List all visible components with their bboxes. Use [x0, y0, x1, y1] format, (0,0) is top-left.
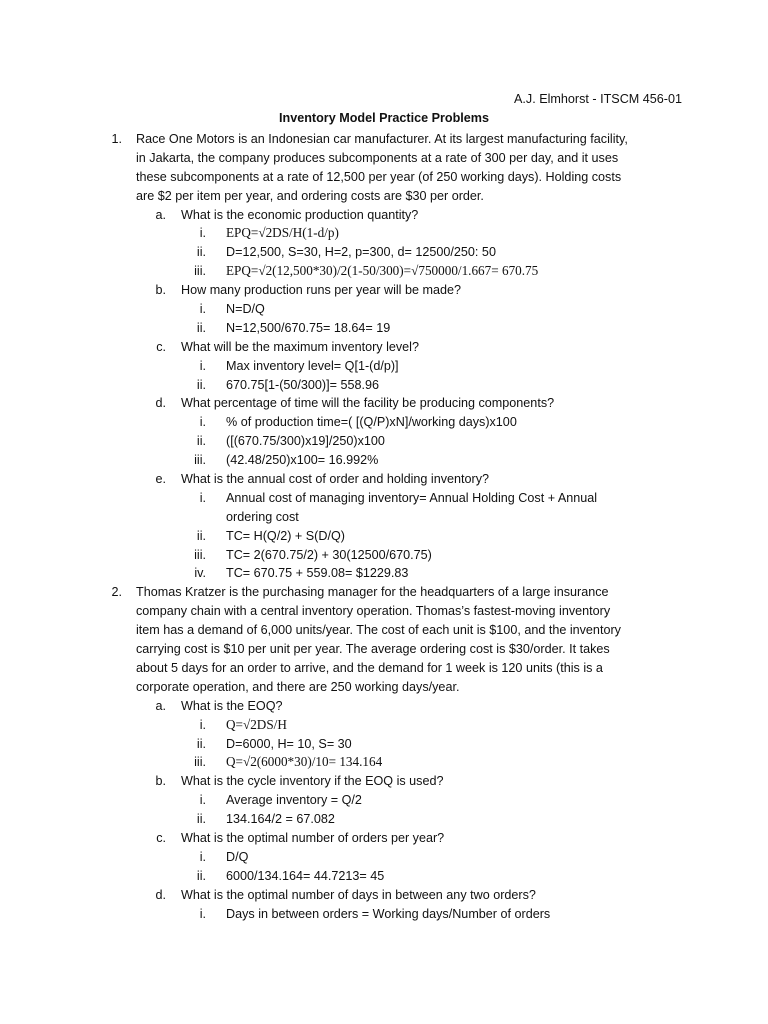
outline-item	[0, 281, 768, 300]
item-text: in Jakarta, the company produces subcomponents at a rate of 300 per day, and it uses	[136, 150, 619, 165]
outline-item	[0, 262, 768, 281]
outline-item	[0, 432, 768, 451]
item-marker: i.	[199, 793, 206, 808]
outline-item	[0, 300, 768, 319]
outline-item	[0, 829, 768, 848]
outline-item	[0, 905, 768, 924]
item-text: ordering cost	[226, 509, 299, 524]
item-text: Annual cost of managing inventory= Annual Holding Cost + Annual	[226, 490, 598, 505]
item-marker: i.	[199, 415, 206, 430]
item-marker: i.	[199, 226, 206, 241]
item-text: Q=√2(6000*30)/10= 134.164	[226, 754, 383, 770]
item-text: corporate operation, and there are 250 working days/year.	[136, 679, 460, 694]
outline-item	[0, 338, 768, 357]
outline-item	[0, 319, 768, 338]
item-text: are $2 per item per year, and ordering costs are $30 per order.	[136, 188, 484, 203]
item-text: What is the economic production quantity?	[181, 207, 419, 222]
item-text: D/Q	[226, 849, 249, 864]
item-text: Max inventory level= Q[1-(d/p)]	[226, 358, 399, 373]
item-marker: ii.	[196, 736, 206, 751]
item-text: (42.48/250)x100= 16.992%	[226, 453, 379, 468]
outline-item	[0, 413, 768, 432]
item-marker: i.	[199, 849, 206, 864]
item-marker: ii.	[196, 320, 206, 335]
item-marker: i.	[199, 358, 206, 373]
outline-continuation	[0, 621, 768, 640]
outline-item	[0, 886, 768, 905]
item-text: How many production runs per year will be made?	[181, 283, 461, 298]
outline-continuation	[0, 508, 768, 527]
item-text: Race One Motors is an Indonesian car manufacturer. At its largest manufacturing facility,	[136, 132, 628, 146]
item-text: 6000/134.164= 44.7213= 45	[226, 868, 385, 883]
item-marker: iii.	[194, 755, 206, 770]
item-marker: i.	[199, 302, 206, 317]
page-title: Inventory Model Practice Problems	[279, 111, 489, 125]
item-text: carrying cost is $10 per unit per year. The average ordering cost is $30/order. It takes	[136, 642, 610, 657]
item-marker: ii.	[196, 245, 206, 260]
item-text: 134.164/2 = 67.082	[226, 812, 335, 827]
item-text: TC= H(Q/2) + S(D/Q)	[226, 528, 345, 543]
item-marker: ii.	[196, 377, 206, 392]
item-text: EPQ=√2DS/H(1-d/p)	[226, 225, 339, 241]
item-marker: iii.	[194, 453, 206, 468]
item-marker: iii.	[194, 547, 206, 562]
item-text: company chain with a central inventory operation. Thomas’s fastest-moving inventory	[136, 604, 611, 619]
item-text: 670.75[1-(50/300)]= 558.96	[226, 377, 379, 392]
outline-item	[0, 489, 768, 508]
outline-item	[0, 810, 768, 829]
outline-item	[0, 130, 768, 149]
item-text: What is the optimal number of days in between any two orders?	[181, 887, 536, 902]
item-text: What is the optimal number of orders per year?	[181, 830, 445, 845]
outline-continuation	[0, 659, 768, 678]
item-marker: iii.	[194, 264, 206, 279]
outline-item	[0, 753, 768, 772]
outline-item	[0, 848, 768, 867]
item-text: EPQ=√2(12,500*30)/2(1-50/300)=√750000/1.667= 670.75	[226, 263, 539, 279]
outline-item	[0, 716, 768, 735]
item-marker: c.	[156, 830, 166, 845]
item-text: What percentage of time will the facility be producing components?	[181, 396, 555, 411]
item-text: these subcomponents at a rate of 12,500 per year (of 250 working days). Holding costs	[136, 169, 622, 184]
item-text: N=D/Q	[226, 302, 265, 317]
item-marker: ii.	[196, 812, 206, 827]
item-text: What is the EOQ?	[181, 698, 283, 713]
outline-item	[0, 357, 768, 376]
item-text: TC= 2(670.75/2) + 30(12500/670.75)	[226, 547, 432, 562]
item-text: Q=√2DS/H	[226, 716, 287, 732]
outline-item	[0, 470, 768, 489]
item-marker: 2.	[111, 585, 122, 600]
outline-continuation	[0, 640, 768, 659]
outline-item	[0, 791, 768, 810]
outline-item	[0, 376, 768, 395]
item-marker: c.	[156, 339, 166, 354]
item-marker: d.	[155, 396, 166, 411]
item-marker: ii.	[196, 868, 206, 883]
item-marker: i.	[199, 717, 206, 732]
item-marker: e.	[155, 472, 166, 487]
item-text: Days in between orders = Working days/Number of orders	[226, 906, 551, 921]
outline-item	[0, 735, 768, 754]
item-text: about 5 days for an order to arrive, and the demand for 1 week is 120 units (this is a	[136, 660, 603, 675]
outline-item	[0, 772, 768, 791]
outline-item	[0, 546, 768, 565]
item-marker: ii.	[196, 528, 206, 543]
outline-item	[0, 243, 768, 262]
outline-item	[0, 583, 768, 602]
outline-continuation	[0, 187, 768, 206]
outline-continuation	[0, 678, 768, 697]
item-marker: b.	[155, 774, 166, 789]
outline-item	[0, 527, 768, 546]
item-text: D=6000, H= 10, S= 30	[226, 736, 352, 751]
item-marker: 1.	[111, 132, 122, 146]
item-text: What is the cycle inventory if the EOQ is used?	[181, 774, 444, 789]
item-text: % of production time=( [(Q/P)xN]/working days)x100	[226, 415, 517, 430]
outline-item	[0, 451, 768, 470]
item-text: TC= 670.75 + 559.08= $1229.83	[226, 566, 409, 581]
item-text: item has a demand of 6,000 units/year. The cost of each unit is $100, and the inventory	[136, 623, 621, 638]
outline-continuation	[0, 602, 768, 621]
outline-continuation	[0, 168, 768, 187]
item-text: Average inventory = Q/2	[226, 793, 362, 808]
outline-item	[0, 394, 768, 413]
item-marker: a.	[155, 207, 166, 222]
item-marker: ii.	[196, 434, 206, 449]
outline-item	[0, 697, 768, 716]
outline-continuation	[0, 149, 768, 168]
outline-item	[0, 867, 768, 886]
outline-item	[0, 206, 768, 225]
item-text: ([(670.75/300)x19]/250)x100	[226, 434, 385, 449]
item-text: What will be the maximum inventory level?	[181, 339, 419, 354]
item-marker: i.	[199, 906, 206, 921]
author-line: A.J. Elmhorst - ITSCM 456-01	[514, 92, 682, 106]
item-text: D=12,500, S=30, H=2, p=300, d= 12500/250: 50	[226, 245, 496, 260]
item-marker: a.	[155, 698, 166, 713]
item-text: Thomas Kratzer is the purchasing manager for the headquarters of a large insurance	[136, 585, 609, 600]
item-marker: b.	[155, 283, 166, 298]
document-body	[0, 130, 768, 923]
item-marker: d.	[155, 887, 166, 902]
item-text: What is the annual cost of order and holding inventory?	[181, 472, 490, 487]
item-marker: i.	[199, 490, 206, 505]
item-marker: iv.	[194, 566, 206, 581]
outline-item	[0, 224, 768, 243]
outline-item	[0, 564, 768, 583]
item-text: N=12,500/670.75= 18.64= 19	[226, 320, 391, 335]
